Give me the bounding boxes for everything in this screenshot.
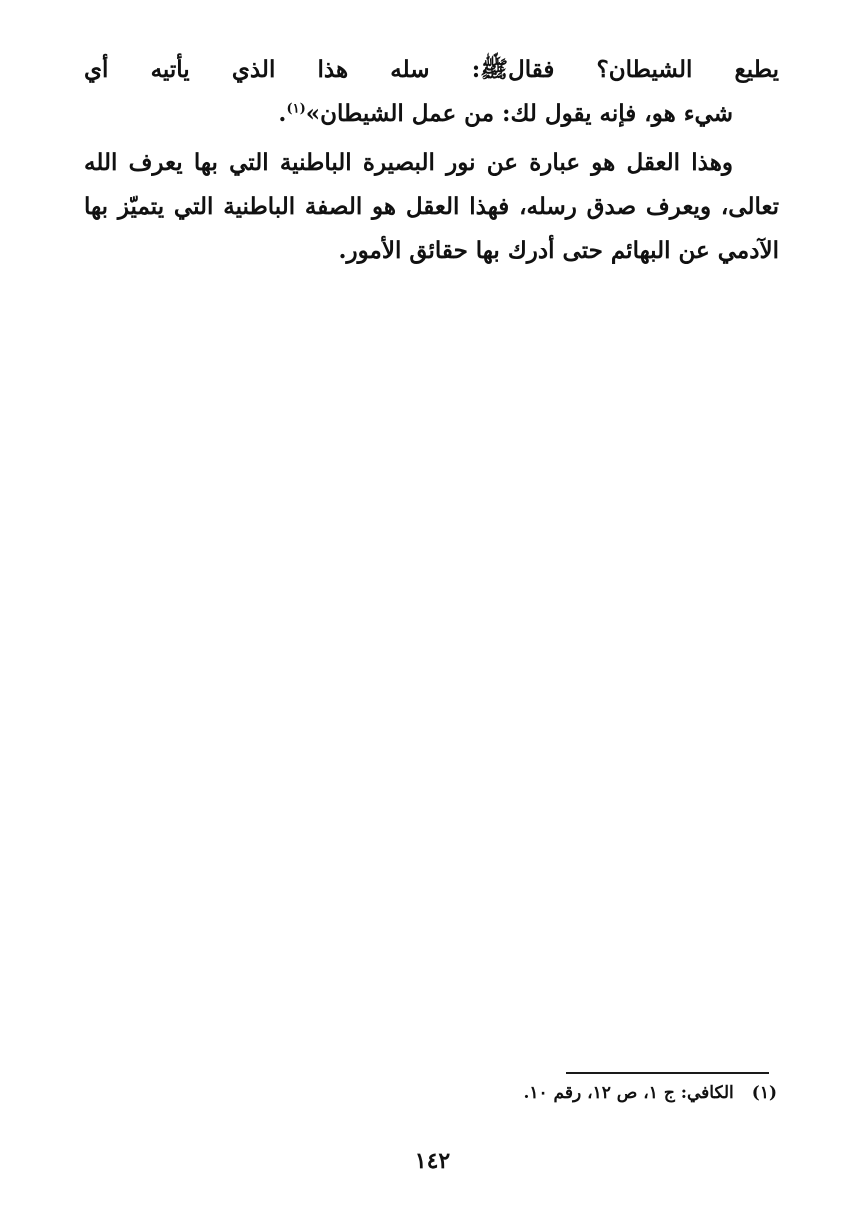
paragraph-line: يطيع الشيطان؟ فقالﷺ: سله هذا الذي يأتيه أي: [84, 56, 779, 83]
paragraph-line-end: .: [278, 100, 287, 127]
footnote: [523, 1083, 777, 1103]
paragraph-line: وهذا العقل هو عبارة عن نور البصيرة الباطنية التي بها يعرف الله: [84, 149, 733, 176]
paragraph-line: تعالى، ويعرف صدق رسله، فهذا العقل هو الصفة الباطنية التي يتميّز بها: [84, 193, 779, 220]
paragraph-line: [84, 92, 779, 136]
paragraph-line-text: شيء هو، فإنه يقول لك: من عمل الشيطان»: [305, 100, 733, 127]
footnote-text: الكافي: ج ١، ص ١٢، رقم ١٠.: [523, 1083, 734, 1103]
paragraph-quote: [84, 48, 779, 136]
page-number: ١٤٢: [414, 1148, 451, 1174]
footnote-number: (١): [751, 1083, 777, 1103]
paragraph-body: [84, 141, 779, 273]
paragraph-line: الآدمي عن البهائم حتى أدرك بها حقائق الأمور.: [338, 237, 779, 264]
footnote-separator: [566, 1072, 769, 1074]
footnote-reference: (١): [286, 101, 306, 117]
